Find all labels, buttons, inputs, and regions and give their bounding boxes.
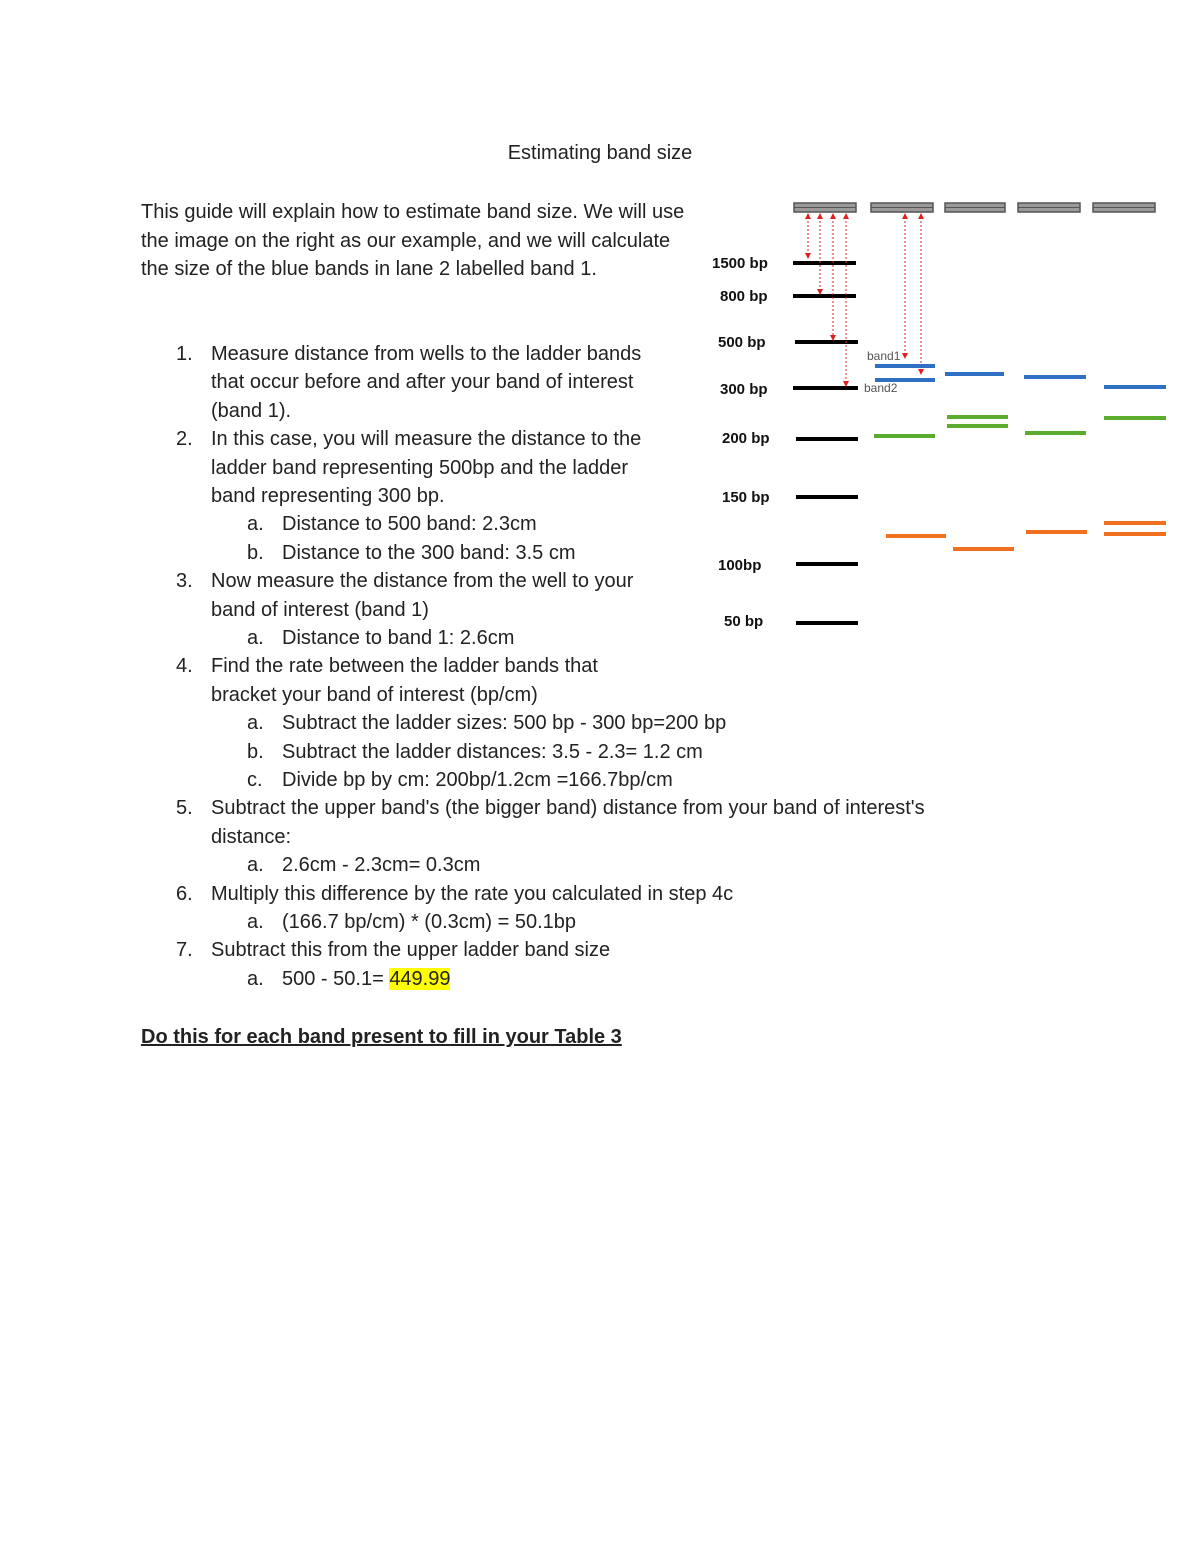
substep-letter: a. <box>247 967 264 990</box>
substep-letter: b. <box>247 740 264 763</box>
step-number: 1. <box>176 343 193 365</box>
ladder-bands <box>793 263 858 623</box>
substep-letter: c. <box>247 769 263 791</box>
substep-text <box>282 851 480 879</box>
substep-letter: a. <box>247 854 264 877</box>
substep-text-main: Subtract the ladder sizes: 500 bp - 300 bp=200 bp <box>282 712 727 735</box>
substep-text <box>282 908 576 936</box>
step-text: Subtract the upper band's (the bigger band) distance from your band of interest's <box>211 797 925 820</box>
substep-text <box>282 738 703 766</box>
step-text: bracket your band of interest (bp/cm) <box>211 683 538 706</box>
substep-text-main: Divide bp by cm: 200bp/1.2cm =166.7bp/cm <box>282 769 673 791</box>
step-number: 3. <box>176 570 193 593</box>
step-text: In this case, you will measure the distance to the <box>211 428 642 451</box>
ladder-label-800: 800 bp <box>720 288 768 305</box>
substep-text-main: 2.6cm - 2.3cm= 0.3cm <box>282 854 481 877</box>
step-text: band of interest (band 1) <box>211 598 429 621</box>
ladder-label-150: 150 bp <box>722 489 770 506</box>
substep-text <box>282 766 673 794</box>
substep-text-main: Distance to 500 band: 2.3cm <box>282 513 537 536</box>
ladder-label-300: 300 bp <box>720 381 768 398</box>
step-number: 2. <box>176 428 193 451</box>
page-title: Estimating band size <box>507 142 693 164</box>
substep-text <box>282 510 537 538</box>
substep-text-main: Distance to the 300 band: 3.5 cm <box>282 541 576 564</box>
step-text: Find the rate between the ladder bands that <box>211 655 598 678</box>
substep-text-main: 500 - 50.1= <box>282 967 390 990</box>
substep-text <box>282 709 726 737</box>
substep-letter: a. <box>247 712 264 735</box>
substep-text <box>282 539 576 567</box>
ladder-label-1500: 1500 bp <box>712 255 768 272</box>
substep-text <box>282 624 514 652</box>
substep-letter: a. <box>247 513 264 536</box>
gel-diagram <box>700 195 1180 635</box>
distance-arrows <box>808 217 921 383</box>
step-text: Subtract this from the upper ladder band size <box>211 939 611 962</box>
step-text: Multiply this difference by the rate you calculated in step 4c <box>211 882 734 905</box>
substep-letter: a. <box>247 911 264 933</box>
step-text: (band 1). <box>211 399 292 422</box>
band2-label: band2 <box>864 381 898 395</box>
substep-text-main: Subtract the ladder distances: 3.5 - 2.3= 1.2 cm <box>282 740 703 763</box>
band1-label: band1 <box>867 349 901 363</box>
ladder-label-50: 50 bp <box>724 613 764 630</box>
green-bands <box>874 417 1166 436</box>
step-text: ladder band representing 500bp and the ladder <box>211 456 628 479</box>
step-text: distance: <box>211 825 292 848</box>
wells <box>794 203 1155 212</box>
substep-letter: b. <box>247 541 264 564</box>
substep-letter: a. <box>247 627 264 649</box>
substep-text-main: (166.7 bp/cm) * (0.3cm) = 50.1bp <box>282 911 577 933</box>
ladder-label-500: 500 bp <box>718 334 766 351</box>
substep-text-main: Distance to band 1: 2.6cm <box>282 627 515 649</box>
step-number: 7. <box>176 939 193 962</box>
ladder-label-100: 100bp <box>718 557 762 574</box>
footer-instruction: Do this for each band present to fill in your Table 3 <box>141 1026 622 1048</box>
step-number: 6. <box>176 882 193 905</box>
highlighted-result: 449.99 <box>389 967 451 990</box>
step-number: 4. <box>176 655 193 678</box>
step-text: Measure distance from wells to the ladder bands <box>211 343 642 365</box>
orange-bands <box>886 523 1166 549</box>
step-number: 5. <box>176 797 193 820</box>
step-text: band representing 300 bp. <box>211 485 445 507</box>
ladder-label-200: 200 bp <box>722 430 770 447</box>
substep-text <box>282 965 450 993</box>
intro-paragraph: This guide will explain how to estimate band size. We will use the image on the right as our example, and we will calculate the size of the blue bands in lane 2 labelled band 1. <box>141 201 685 280</box>
step-text: that occur before and after your band of interest <box>211 371 634 394</box>
step-text: Now measure the distance from the well to your <box>211 570 634 593</box>
